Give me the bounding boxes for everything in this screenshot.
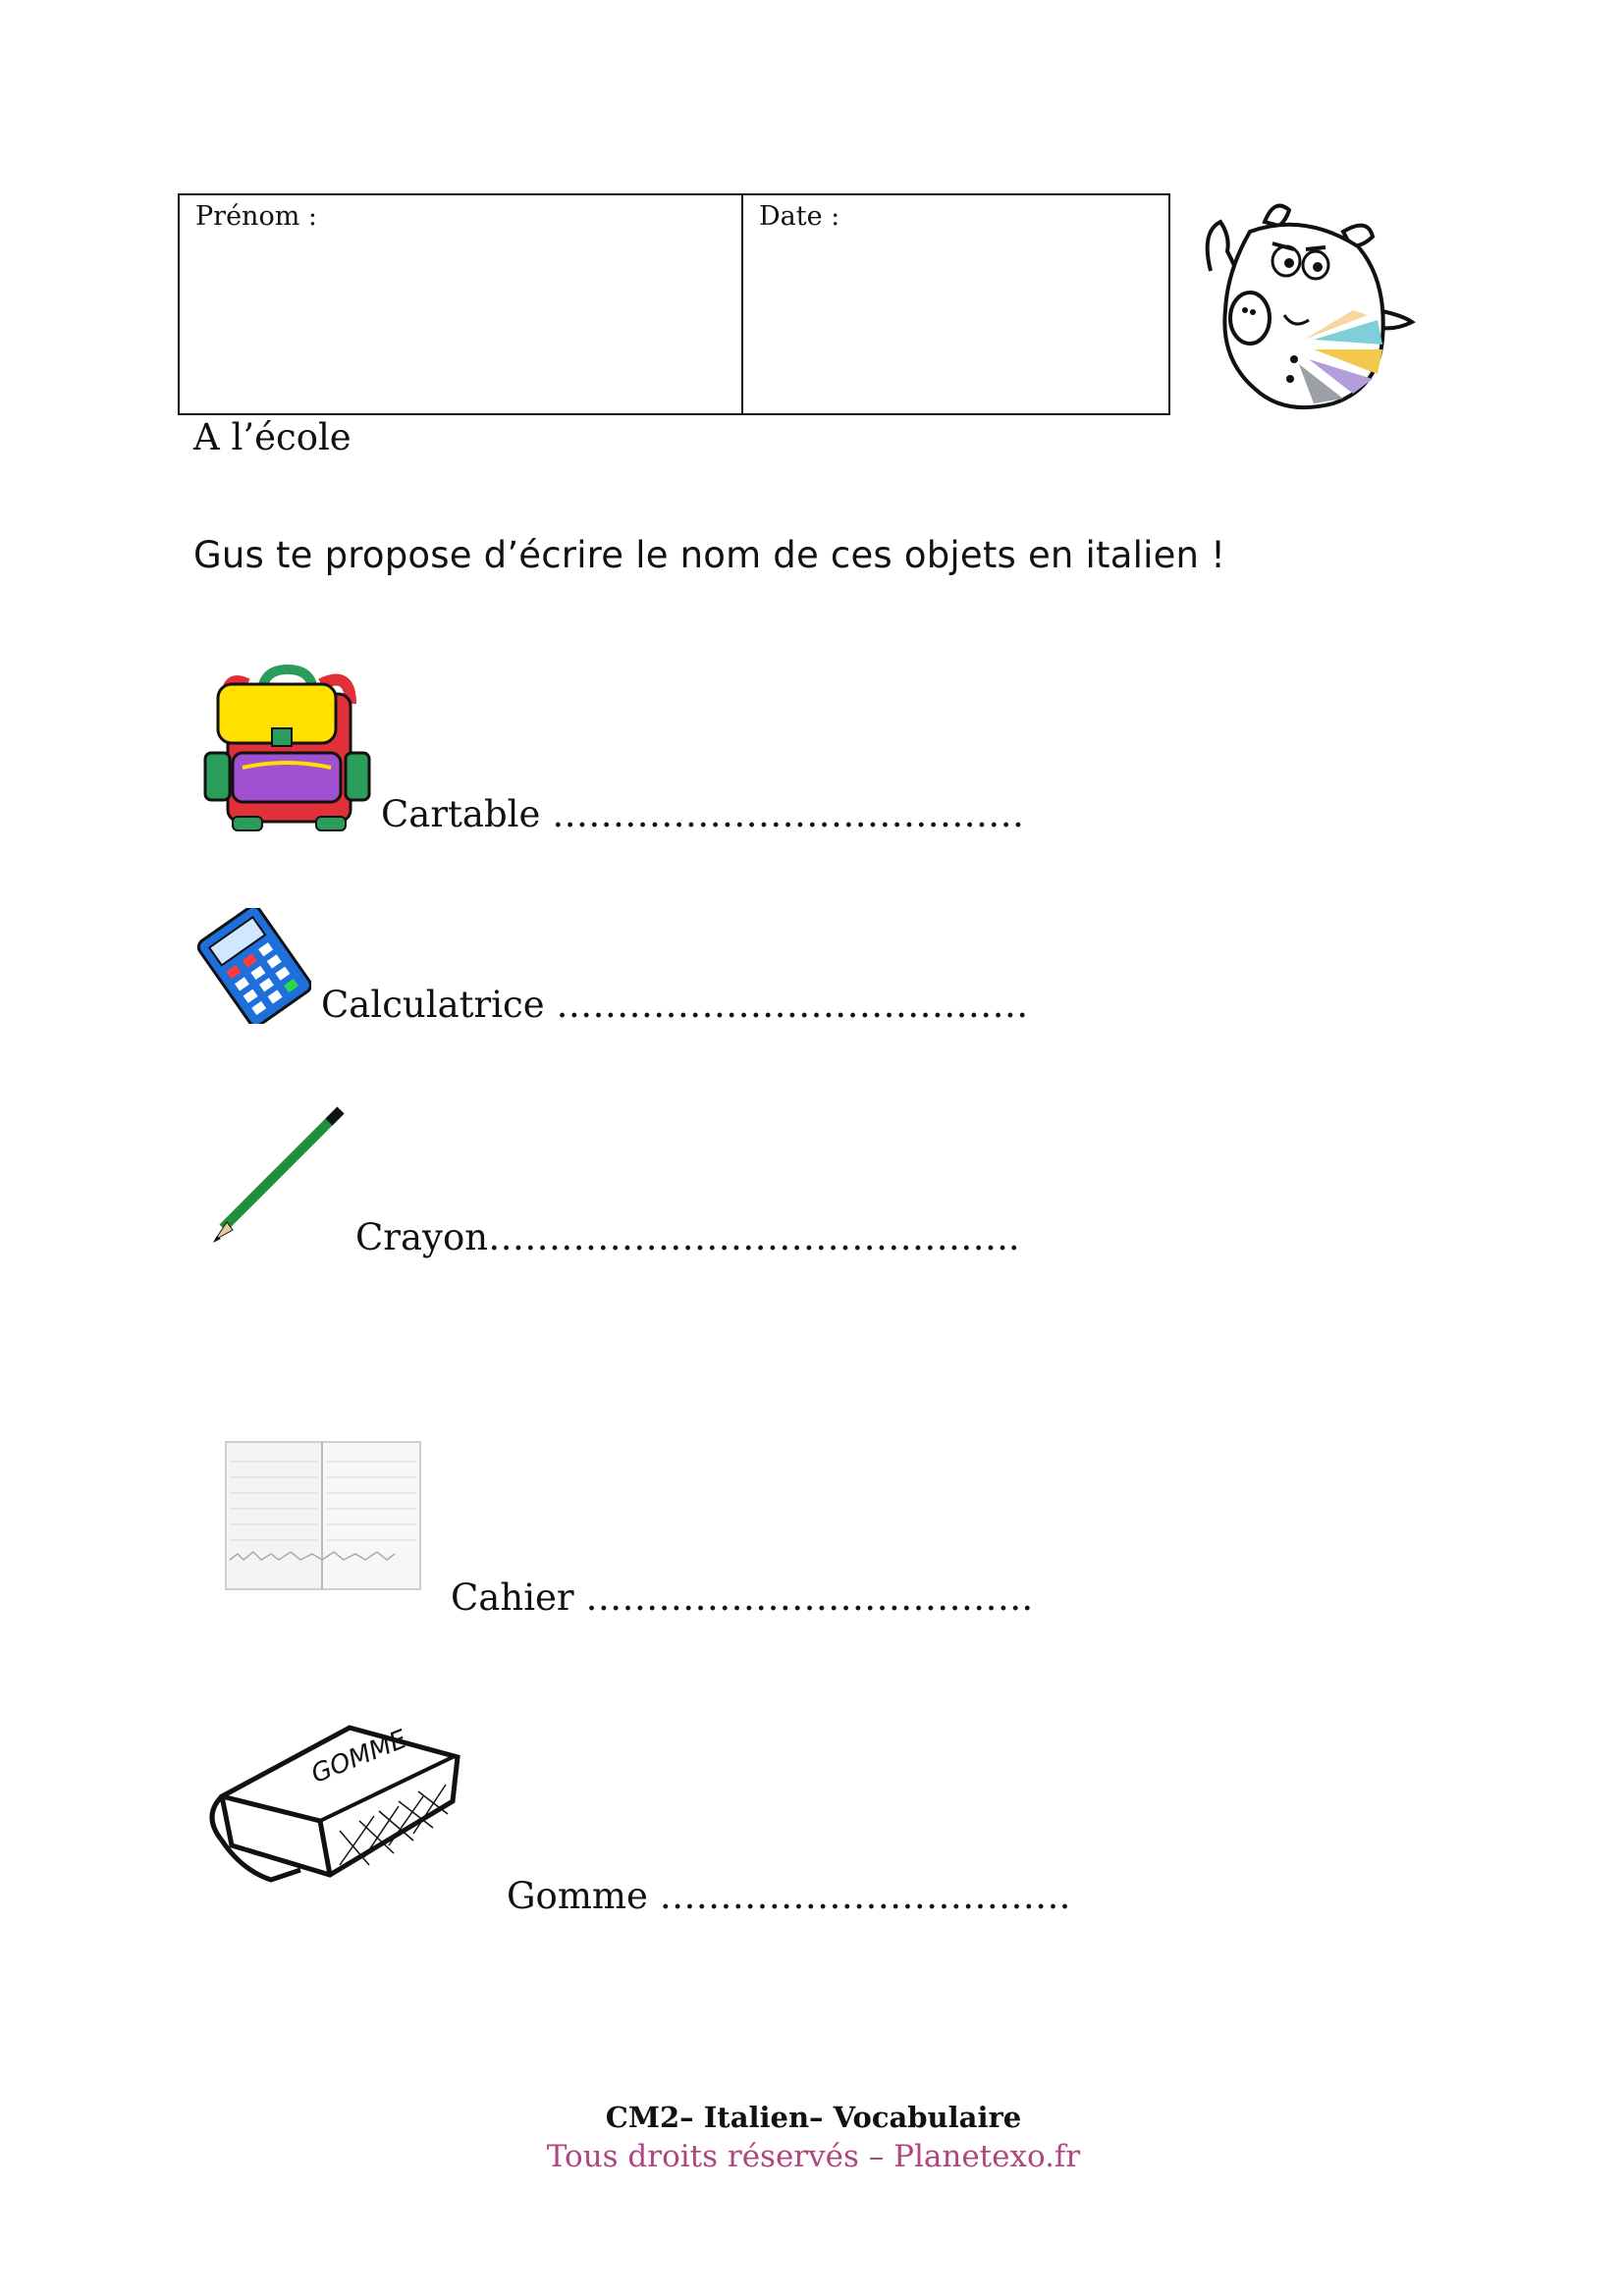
calculator-icon: [196, 908, 311, 1024]
backpack-icon: [203, 665, 372, 837]
mascot-icon: [1196, 192, 1417, 418]
footer-copyright[interactable]: Tous droits réservés – Planetexo.fr: [546, 2139, 1081, 2174]
name-field[interactable]: [180, 195, 743, 413]
section-title: A l’école: [193, 416, 352, 458]
item-cartable[interactable]: Cartable …………………………………: [381, 793, 1025, 835]
item-crayon[interactable]: Crayon……………………………………..: [355, 1216, 1020, 1258]
footer-title: CM2– Italien– Vocabulaire: [605, 2101, 1022, 2134]
date-label: Date :: [759, 201, 840, 232]
name-label: Prénom :: [195, 201, 317, 232]
date-field[interactable]: [743, 195, 1168, 413]
item-cahier[interactable]: Cahier ……………………………….: [451, 1576, 1034, 1619]
svg-text:GOMME: GOMME: [306, 1724, 411, 1789]
item-gomme[interactable]: Gomme …………………………….: [507, 1875, 1071, 1917]
item-calculatrice[interactable]: Calculatrice …………………………………: [321, 984, 1029, 1026]
notebook-icon: [222, 1440, 424, 1597]
student-info-box: [178, 193, 1170, 415]
eraser-icon: [202, 1708, 465, 1904]
pencil-icon: [203, 1102, 349, 1248]
instruction-text: Gus te propose d’écrire le nom de ces objets en italien !: [193, 534, 1226, 576]
